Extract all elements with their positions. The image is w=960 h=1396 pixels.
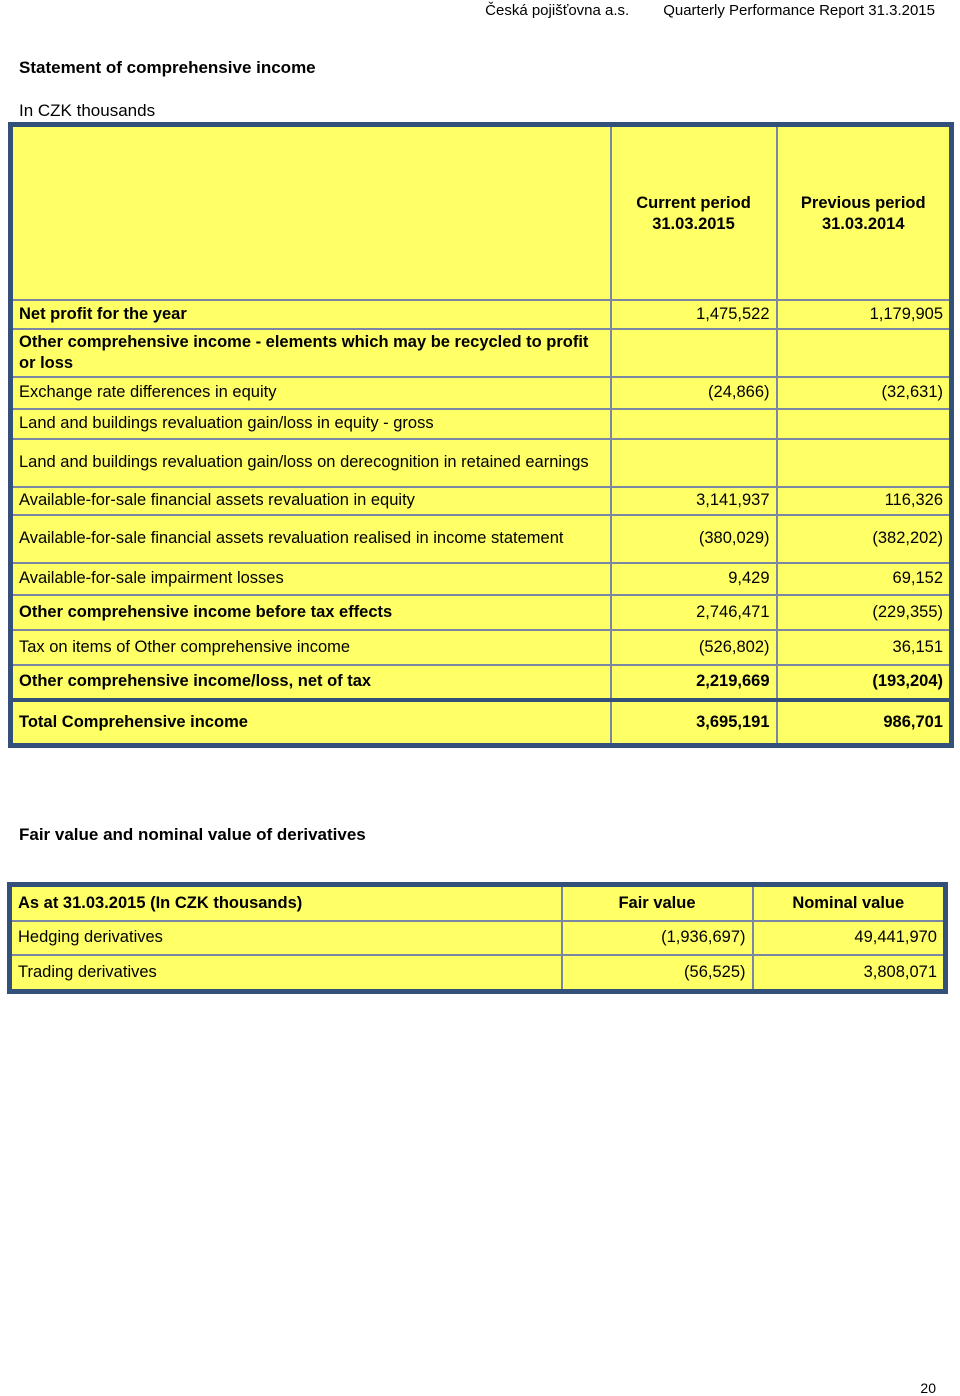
row-label: Other comprehensive income/loss, net of tax: [11, 665, 611, 700]
comprehensive-income-table: [8, 122, 954, 748]
table-row: [11, 439, 952, 487]
row-fair: (1,936,697): [562, 921, 753, 955]
row-previous: 36,151: [777, 630, 952, 665]
col-fair-value: Fair value: [562, 885, 753, 921]
header-blank-cell: [11, 125, 611, 300]
row-previous: 116,326: [777, 487, 952, 515]
col-as-at: As at 31.03.2015 (In CZK thousands): [10, 885, 562, 921]
row-label: Hedging derivatives: [10, 921, 562, 955]
row-nominal: 3,808,071: [753, 955, 946, 991]
row-current: 2,219,669: [611, 665, 777, 700]
table-row: [11, 409, 952, 439]
table-row: [11, 300, 952, 329]
row-current: [611, 409, 777, 439]
row-label: Available-for-sale financial assets revaluation realised in income statement: [11, 515, 611, 563]
row-label: Available-for-sale financial assets revaluation in equity: [11, 487, 611, 515]
table-header-row: [10, 885, 946, 921]
table-row: [11, 630, 952, 665]
row-label: Other comprehensive income before tax effects: [11, 595, 611, 630]
row-current: 2,746,471: [611, 595, 777, 630]
running-header: [485, 2, 935, 19]
row-current: [611, 439, 777, 487]
table-row: [11, 595, 952, 630]
row-previous: 1,179,905: [777, 300, 952, 329]
row-current: (380,029): [611, 515, 777, 563]
table-row: [10, 955, 946, 991]
row-previous: 69,152: [777, 563, 952, 595]
row-current: [611, 329, 777, 377]
derivatives-title: Fair value and nominal value of derivatives: [19, 825, 366, 844]
row-label: Tax on items of Other comprehensive income: [11, 630, 611, 665]
row-previous: (382,202): [777, 515, 952, 563]
table-row: [11, 515, 952, 563]
row-label: Exchange rate differences in equity: [11, 377, 611, 409]
col-previous-period: Previous period 31.03.2014: [777, 125, 952, 300]
table-row: [11, 665, 952, 700]
row-previous: (193,204): [777, 665, 952, 700]
row-label: Land and buildings revaluation gain/loss in equity - gross: [11, 409, 611, 439]
row-label: Land and buildings revaluation gain/loss on derecognition in retained earnings: [11, 439, 611, 487]
soci-units: In CZK thousands: [19, 101, 156, 120]
page-number: 20: [920, 1380, 936, 1396]
row-previous: [777, 409, 952, 439]
total-row: [11, 700, 952, 746]
table-row: [11, 329, 952, 377]
table-header-row: [11, 125, 952, 300]
row-label: Other comprehensive income - elements which may be recycled to profit or loss: [11, 329, 611, 377]
header-company: Česká pojišťovna a.s.: [485, 2, 630, 19]
row-previous: (229,355): [777, 595, 952, 630]
row-current: 3,141,937: [611, 487, 777, 515]
table-row: [11, 563, 952, 595]
table-row: [10, 921, 946, 955]
table-row: [11, 487, 952, 515]
row-current: 1,475,522: [611, 300, 777, 329]
col-current-period: Current period 31.03.2015: [611, 125, 777, 300]
row-label: Trading derivatives: [10, 955, 562, 991]
col-nominal-value: Nominal value: [753, 885, 946, 921]
row-label: Available-for-sale impairment losses: [11, 563, 611, 595]
header-report: Quarterly Performance Report 31.3.2015: [663, 2, 935, 19]
row-fair: (56,525): [562, 955, 753, 991]
row-previous: 986,701: [777, 700, 952, 746]
row-previous: (32,631): [777, 377, 952, 409]
row-current: (526,802): [611, 630, 777, 665]
row-current: (24,866): [611, 377, 777, 409]
row-current: 3,695,191: [611, 700, 777, 746]
row-current: 9,429: [611, 563, 777, 595]
soci-title: Statement of comprehensive income: [19, 58, 316, 77]
row-label: Net profit for the year: [11, 300, 611, 329]
row-previous: [777, 329, 952, 377]
table-row: [11, 377, 952, 409]
derivatives-table: [7, 882, 948, 994]
row-nominal: 49,441,970: [753, 921, 946, 955]
row-previous: [777, 439, 952, 487]
row-label: Total Comprehensive income: [11, 700, 611, 746]
